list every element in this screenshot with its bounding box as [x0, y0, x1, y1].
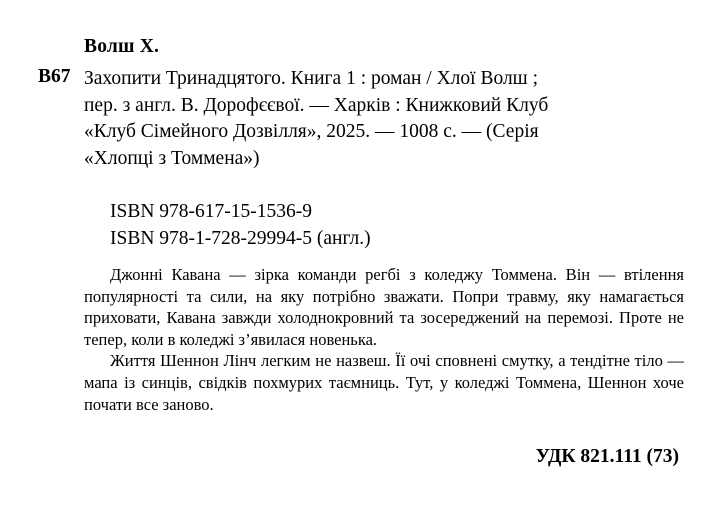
- bibliographic-line-2: пер. з англ. В. Дорофєєвої. — Харків : Книжковий Клуб: [84, 94, 549, 116]
- annotation-paragraph-1: Джонні Кавана — зірка команди регбі з коледжу Томмена. Він — втілення популярності та сили, на яку потрібно зважати. Попри травму, яку намагається приховати, Кавана завжди холоднокровний та зосереджений на перемозі. Проте не тепер, коли в коледжі з’явилася новенька.: [84, 265, 684, 349]
- bibliographic-line-1: Захопити Тринадцятого. Книга 1 : роман / Хлої Волш ;: [84, 68, 538, 89]
- isbn-ukrainian: ISBN 978-617-15-1536-9: [110, 201, 313, 222]
- bibliographic-line-4: «Хлопці з Томмена»): [84, 147, 260, 169]
- bibliographic-description: [84, 66, 662, 172]
- udc-code: УДК 821.111 (73): [535, 446, 679, 467]
- classification-code: В67: [38, 66, 71, 87]
- annotation-text: [84, 264, 684, 415]
- author-heading: Волш Х.: [84, 36, 160, 57]
- isbn-english: ISBN 978-1-728-29994-5 (англ.): [110, 228, 371, 249]
- isbn-block: [110, 198, 371, 252]
- bibliographic-line-3: «Клуб Сімейного Дозвілля», 2025. — 1008 с. — (Серія: [84, 121, 539, 142]
- annotation-paragraph-2: Життя Шеннон Лінч легким не назвеш. Її очі сповнені смутку, а тендітне тіло — мапа із синців, свідків похмурих таємниць. Тут, у коледжі Томмена, Шеннон хоче почати все заново.: [84, 351, 684, 414]
